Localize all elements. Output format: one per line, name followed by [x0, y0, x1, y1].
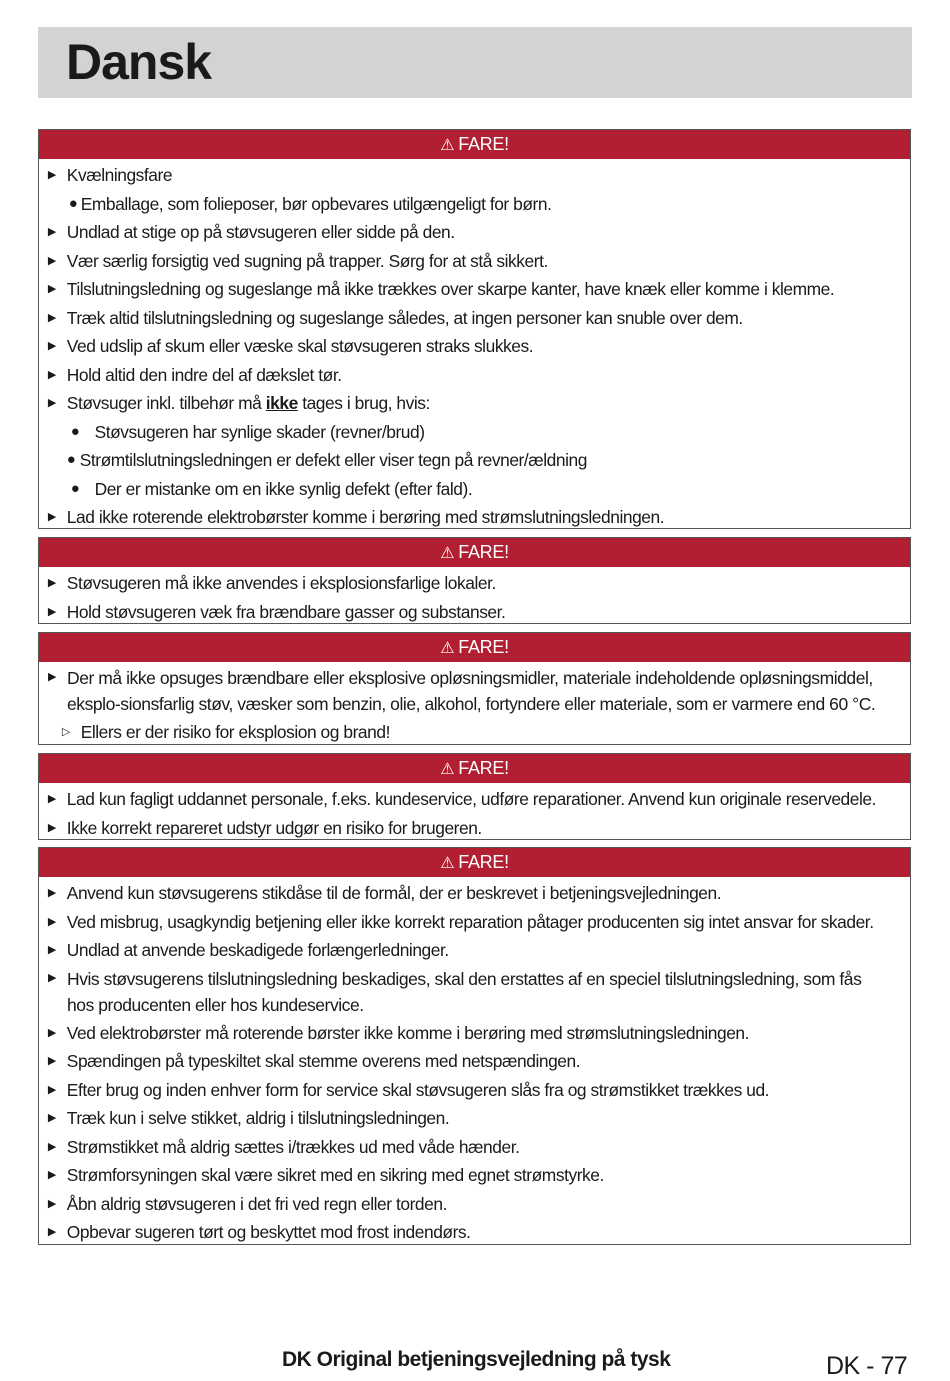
danger-header — [39, 633, 910, 662]
bullet-arrow-icon: ▶ — [47, 1083, 56, 1096]
bullet-arrow-icon: ▶ — [47, 887, 56, 899]
bullet-arrow-icon: ▶ — [47, 1140, 56, 1153]
list-item: ▶ Hold altid den indre del af dækslet tør. — [39, 361, 904, 390]
list-subitem: ▷ Ellers er der risiko for eksplosion og brand! — [39, 718, 904, 747]
warning-triangle-icon: ⚠ — [440, 639, 455, 657]
list-item: ▶ Træk kun i selve stikket, aldrig i tilslutningsledningen. — [39, 1104, 904, 1133]
list-item: ▶ Hold støvsugeren væk fra brændbare gasser og substanser. — [39, 598, 904, 627]
bullet-arrow-icon: ▶ — [47, 1112, 56, 1124]
list-item: ▶ Hvis støvsugerens tilslutningsledning beskadiges, skal den erstattes af en speciel tilslutningsledning, som fås hos producenten eller hos kundeservice. — [39, 965, 910, 1019]
bullet-arrow-icon: ▶ — [47, 577, 56, 589]
list-item: ▶ Ved elektrobørster må roterende børster ikke komme i berøring med strømslutningsledningen. — [39, 1019, 904, 1048]
danger-header — [39, 848, 910, 877]
list-subitem: ● Strømtilslutningsledningen er defekt eller viser tegn på revner/ældning — [39, 446, 904, 475]
bullet-arrow-icon: ▶ — [47, 368, 56, 381]
danger-label: FARE! — [458, 758, 509, 778]
list-item: ▶ Strømstikket må aldrig sættes i/trækkes ud med våde hænder. — [39, 1133, 904, 1162]
bullet-arrow-icon: ▶ — [47, 793, 56, 805]
list-item: ▶ Støvsuger inkl. tilbehør må ikke tages i brug, hvis: — [39, 389, 904, 418]
bullet-dot-icon: ● — [68, 194, 78, 212]
list-item: ▶ Spændingen på typeskiltet skal stemme overens med netspændingen. — [39, 1047, 904, 1076]
bullet-dot-icon: ● — [70, 422, 80, 440]
list-subitem: ● Der er mistanke om en ikke synlig defekt (efter fald). — [39, 475, 904, 504]
bullet-arrow-icon: ▶ — [48, 671, 57, 683]
danger-label: FARE! — [458, 852, 509, 872]
bullet-arrow-icon: ▶ — [47, 1055, 56, 1067]
bullet-arrow-icon: ▶ — [47, 1169, 56, 1181]
danger-label: FARE! — [458, 637, 509, 657]
list-item: ▶ Opbevar sugeren tørt og beskyttet mod frost indendørs. — [39, 1218, 904, 1247]
footer-title: DK Original betjeningsvejledning på tysk — [282, 1348, 671, 1371]
danger-label: FARE! — [458, 542, 509, 562]
language-header — [38, 27, 912, 98]
bullet-arrow-icon: ▶ — [47, 1226, 56, 1238]
danger-box-4 — [38, 753, 911, 840]
list-item: ▶ Lad ikke roterende elektrobørster komme i berøring med strømslutningsledningen. — [39, 503, 904, 532]
list-item: ▶ Undlad at anvende beskadigede forlængerledninger. — [39, 936, 904, 965]
emphasis-ikke: ikke — [265, 393, 298, 413]
bullet-open-arrow-icon: ▷ — [61, 726, 70, 738]
list-item: ▶ Strømforsyningen skal være sikret med en sikring med egnet strømstyrke. — [39, 1161, 904, 1190]
bullet-arrow-icon: ▶ — [47, 511, 56, 523]
bullet-arrow-icon: ▶ — [47, 1197, 56, 1210]
bullet-arrow-icon: ▶ — [47, 283, 56, 295]
list-item: ▶ Efter brug og inden enhver form for service skal støvsugeren slås fra og strømstikket trækkes ud. — [39, 1076, 904, 1105]
list-item: ▶ Træk altid tilslutningsledning og sugeslange således, at ingen personer kan snuble over dem. — [39, 304, 904, 333]
list-item: ▶ Undlad at stige op på støvsugeren eller sidde på den. — [39, 218, 904, 247]
list-item: ▶ Ved udslip af skum eller væske skal støvsugeren straks slukkes. — [39, 332, 904, 361]
bullet-dot-icon: ● — [66, 451, 76, 468]
danger-header — [39, 754, 910, 783]
bullet-arrow-icon: ▶ — [47, 944, 56, 956]
danger-box-3 — [38, 632, 911, 745]
bullet-arrow-icon: ▶ — [47, 915, 56, 928]
bullet-arrow-icon: ▶ — [47, 605, 56, 618]
list-item: ▶ Ikke korrekt repareret udstyr udgør en risiko for brugeren. — [39, 814, 904, 843]
list-item: ▶ Anvend kun støvsugerens stikdåse til de formål, der er beskrevet i betjeningsvejledningen. — [39, 879, 904, 908]
bullet-dot-icon: ● — [70, 479, 80, 497]
bullet-arrow-icon: ▶ — [47, 1026, 56, 1039]
bullet-arrow-icon: ▶ — [47, 226, 56, 238]
list-item: ▶ Støvsugeren må ikke anvendes i eksplosionsfarlige lokaler. — [39, 569, 904, 598]
bullet-arrow-icon: ▶ — [47, 254, 56, 267]
bullet-arrow-icon: ▶ — [47, 821, 56, 834]
danger-header — [39, 538, 910, 567]
list-subitem: ● Emballage, som folieposer, bør opbevares utilgængeligt for børn. — [39, 190, 904, 219]
bullet-arrow-icon: ▶ — [47, 169, 56, 181]
warning-triangle-icon: ⚠ — [440, 854, 455, 872]
danger-box-5 — [38, 847, 911, 1245]
list-item: ▶ Åbn aldrig støvsugeren i det fri ved regn eller torden. — [39, 1190, 904, 1219]
list-item: ▶ Kvælningsfare — [39, 161, 904, 190]
warning-triangle-icon: ⚠ — [440, 760, 455, 778]
page-number: DK - 77 — [826, 1352, 908, 1380]
page-title: Dansk — [66, 34, 212, 90]
danger-box-1 — [38, 129, 911, 529]
warning-triangle-icon: ⚠ — [440, 136, 455, 154]
list-item: ▶ Lad kun fagligt uddannet personale, f.eks. kundeservice, udføre reparationer. Anvend kun originale reservedele. — [39, 785, 904, 814]
list-item: ▶ Tilslutningsledning og sugeslange må ikke trækkes over skarpe kanter, have knæk eller komme i klemme. — [39, 275, 904, 304]
list-item: ▶ Der må ikke opsuges brændbare eller eksplosive opløsningsmidler, materiale indeholdende opløsningsmiddel, eksplo-sionsfarlig støv, væsker som benzin, olie, alkohol, fortyndere eller materiale, som er varmere end 60 °C. — [39, 664, 910, 718]
bullet-arrow-icon: ▶ — [47, 311, 56, 324]
list-item: ▶ Ved misbrug, usagkyndig betjening eller ikke korrekt reparation påtager producenten sig intet ansvar for skader. — [39, 908, 904, 937]
bullet-arrow-icon: ▶ — [47, 397, 56, 409]
bullet-arrow-icon: ▶ — [48, 971, 57, 984]
danger-box-2 — [38, 537, 911, 624]
danger-header — [39, 130, 910, 159]
list-item: ▶ Vær særlig forsigtig ved sugning på trapper. Sørg for at stå sikkert. — [39, 247, 904, 276]
warning-triangle-icon: ⚠ — [440, 544, 455, 562]
danger-label: FARE! — [458, 134, 509, 154]
list-subitem: ● Støvsugeren har synlige skader (revner/brud) — [39, 418, 904, 447]
bullet-arrow-icon: ▶ — [47, 340, 56, 352]
